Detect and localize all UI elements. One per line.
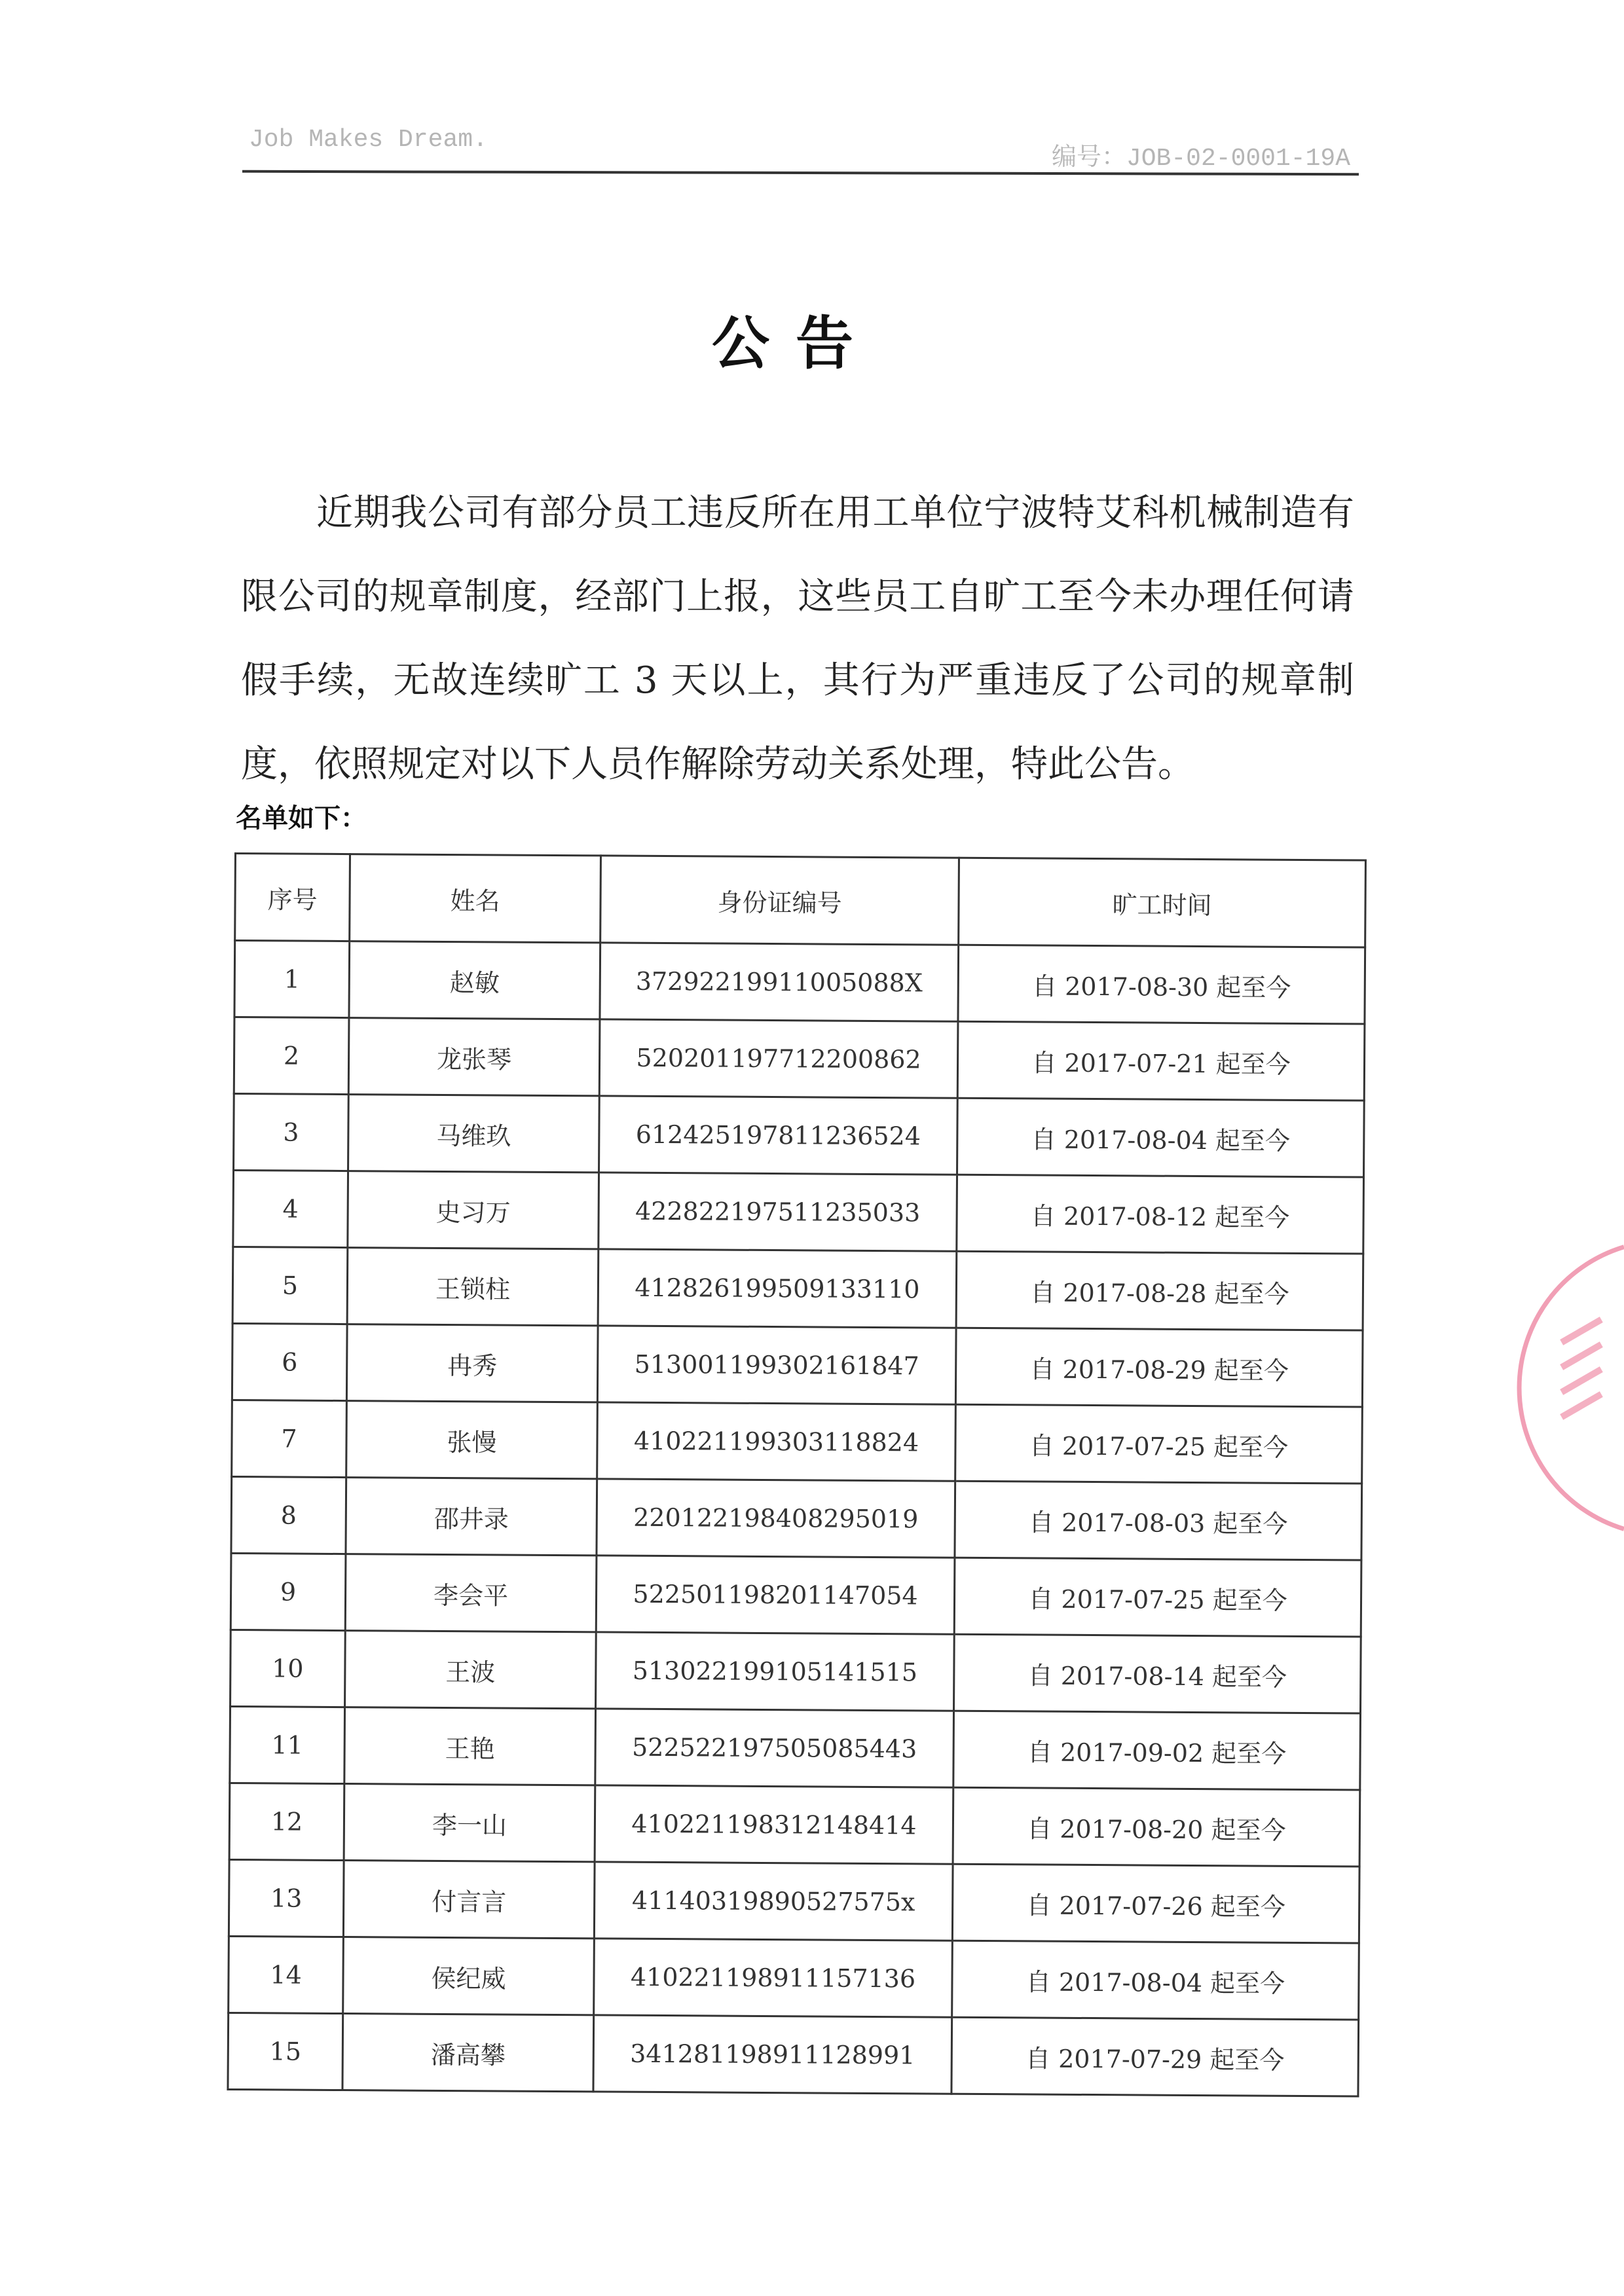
cell-name: 史习万	[348, 1171, 599, 1249]
dismissal-table	[227, 852, 1367, 2098]
notice-body: 近期我公司有部分员工违反所在用工单位宁波特艾科机械制造有限公司的规章制度，经部门上报，这些员工自旷工至今未办理任何请假手续，无故连续旷工 3 天以上，其行为严重违反了公司的规章制度，依照规定对以下人员作解除劳动关系处理，特此公告。	[241, 492, 1354, 786]
cell-id-number: 220122198408295019	[597, 1479, 955, 1558]
cell-id-number: 410221198911157136	[594, 1939, 953, 2017]
table-row	[232, 1323, 1363, 1407]
cell-id-number: 410221198312148414	[595, 1785, 953, 1864]
table-row	[232, 1247, 1363, 1330]
table-row	[232, 1400, 1363, 1484]
cell-absence-date: 自 2017-09-02 起至今	[953, 1711, 1361, 1790]
cell-index: 6	[232, 1323, 347, 1400]
cell-index: 2	[234, 1017, 349, 1095]
cell-name: 李一山	[344, 1784, 595, 1862]
cell-absence-date: 自 2017-08-03 起至今	[955, 1481, 1362, 1560]
table-row	[230, 1706, 1361, 1790]
cell-id-number: 341281198911128991	[593, 2015, 952, 2094]
table-row	[229, 1936, 1359, 2020]
cell-absence-date: 自 2017-08-04 起至今	[957, 1098, 1365, 1177]
table-row	[229, 1859, 1359, 1943]
cell-absence-date: 自 2017-07-21 起至今	[957, 1021, 1365, 1101]
table-row	[231, 1630, 1361, 1713]
cell-absence-date: 自 2017-08-12 起至今	[957, 1175, 1364, 1254]
document-number: 编号：JOB-02-0001-19A	[1051, 145, 1350, 173]
cell-name: 龙张琴	[348, 1018, 600, 1096]
cell-name: 王波	[345, 1631, 597, 1709]
table-row	[231, 1476, 1362, 1560]
table-row	[231, 1553, 1361, 1637]
col-header-id: 身份证编号	[600, 856, 959, 945]
table-row	[234, 1094, 1365, 1178]
cell-index: 15	[228, 2013, 343, 2090]
table-row	[234, 941, 1365, 1025]
cell-absence-date: 自 2017-08-30 起至今	[958, 945, 1365, 1024]
cell-id-number: 513001199302161847	[597, 1326, 956, 1404]
cell-name: 李会平	[345, 1554, 597, 1632]
col-header-index: 序号	[235, 854, 350, 941]
cell-index: 11	[230, 1706, 345, 1783]
cell-absence-date: 自 2017-08-20 起至今	[953, 1787, 1360, 1867]
cell-name: 侯纪威	[343, 1937, 595, 2015]
cell-index: 14	[229, 1936, 344, 2013]
table-row	[228, 2013, 1359, 2096]
cell-absence-date: 自 2017-07-26 起至今	[952, 1864, 1359, 1943]
cell-absence-date: 自 2017-08-14 起至今	[954, 1634, 1361, 1713]
list-label: 名单如下：	[236, 803, 367, 833]
cell-index: 1	[234, 941, 350, 1018]
table-row	[234, 1017, 1365, 1101]
cell-name: 王艳	[344, 1707, 596, 1785]
cell-absence-date: 自 2017-08-04 起至今	[952, 1941, 1359, 2020]
cell-absence-date: 自 2017-07-29 起至今	[951, 2017, 1359, 2096]
page-title: 公告	[711, 309, 879, 377]
table-header-row	[235, 854, 1366, 948]
cell-name: 潘高攀	[342, 2014, 594, 2092]
cell-id-number: 513022199105141515	[596, 1632, 955, 1711]
cell-index: 12	[229, 1783, 344, 1860]
cell-name: 张慢	[346, 1401, 598, 1479]
cell-index: 10	[231, 1630, 346, 1707]
cell-id-number: 37292219911005088X	[600, 943, 959, 1021]
cell-index: 8	[231, 1476, 346, 1554]
cell-absence-date: 自 2017-08-28 起至今	[956, 1251, 1363, 1330]
cell-index: 5	[232, 1247, 348, 1324]
cell-absence-date: 自 2017-07-25 起至今	[954, 1558, 1361, 1637]
cell-id-number: 520201197712200862	[599, 1019, 958, 1098]
cell-name: 冉秀	[346, 1324, 598, 1402]
cell-id-number: 410221199303118824	[597, 1402, 956, 1481]
cell-name: 付言言	[343, 1861, 595, 1939]
cell-index: 9	[231, 1553, 346, 1630]
cell-id-number: 412826199509133110	[598, 1249, 957, 1328]
cell-name: 王锁柱	[347, 1248, 599, 1326]
cell-index: 4	[233, 1171, 348, 1248]
cell-name: 邵井录	[346, 1478, 597, 1556]
cell-id-number: 522522197505085443	[595, 1709, 954, 1787]
cell-index: 13	[229, 1859, 344, 1937]
cell-id-number: 422822197511235033	[599, 1173, 957, 1251]
col-header-absence: 旷工时间	[959, 858, 1366, 947]
table-row	[233, 1171, 1364, 1254]
cell-id-number: 522501198201147054	[596, 1556, 955, 1634]
cell-index: 7	[232, 1400, 347, 1477]
cell-name: 马维玖	[348, 1095, 600, 1173]
cell-name: 赵敏	[349, 941, 600, 1019]
header-slogan: Job Makes Dream.	[249, 126, 488, 154]
cell-absence-date: 自 2017-07-25 起至今	[955, 1404, 1363, 1484]
company-seal-lettering	[1559, 1309, 1617, 1506]
col-header-name: 姓名	[350, 854, 601, 943]
cell-absence-date: 自 2017-08-29 起至今	[955, 1328, 1363, 1407]
cell-id-number: 41140319890527575x	[594, 1862, 953, 1941]
cell-index: 3	[234, 1094, 349, 1171]
table-row	[229, 1783, 1360, 1867]
cell-id-number: 612425197811236524	[599, 1096, 958, 1175]
